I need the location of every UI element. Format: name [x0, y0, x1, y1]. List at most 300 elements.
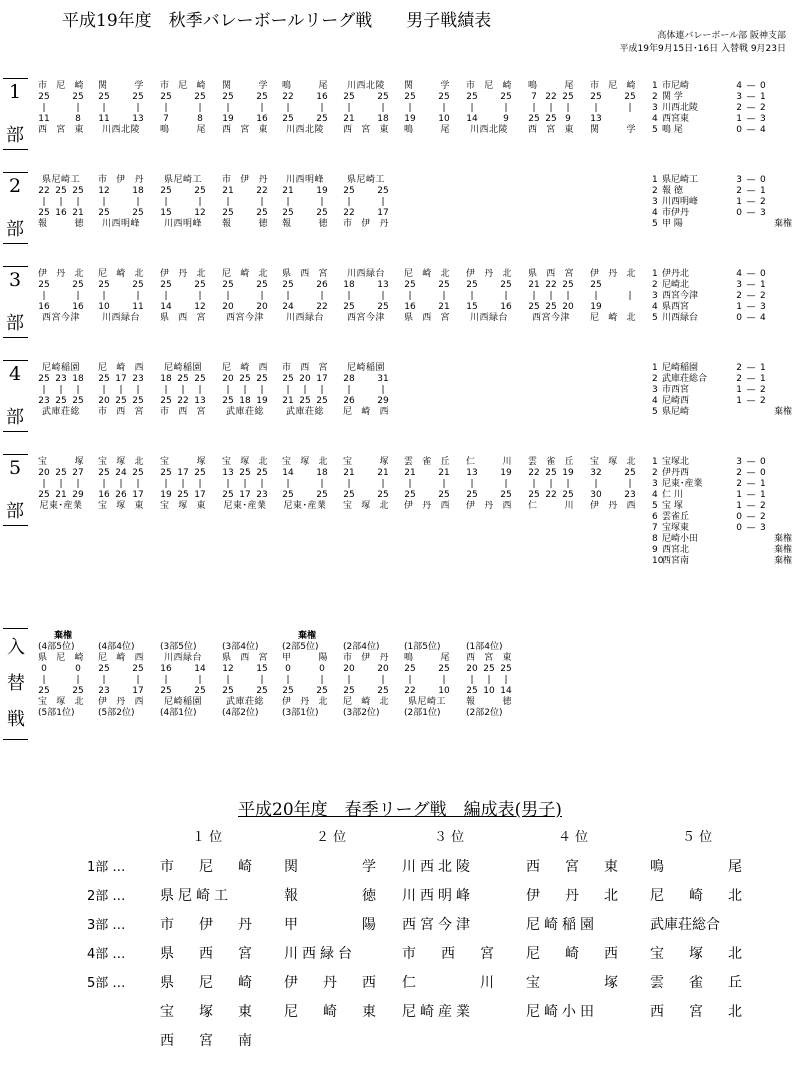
- standings-row: [652, 523, 770, 534]
- losses: 2: [760, 396, 766, 406]
- score: 22: [177, 396, 189, 406]
- score: 21: [343, 468, 355, 478]
- match-result: [98, 175, 144, 230]
- team-cell: [650, 1001, 742, 1021]
- separator-bar: |: [181, 479, 185, 489]
- score: 20: [38, 468, 50, 478]
- away-team-char: 尼: [343, 697, 353, 707]
- score: 25: [438, 280, 450, 290]
- home-team: [282, 653, 328, 664]
- home-team-char: 学: [440, 81, 450, 91]
- losses: 3: [760, 523, 766, 533]
- score: 21: [377, 468, 389, 478]
- home-team-char: 伊: [38, 269, 48, 279]
- home-scores: [282, 186, 328, 197]
- losses: 4: [760, 313, 766, 323]
- score: 25: [239, 468, 251, 478]
- score: 26: [343, 396, 355, 406]
- standings-row: [652, 81, 770, 92]
- away-team-char: 武庫荘総: [225, 697, 264, 707]
- match-result: [38, 457, 84, 512]
- match-result: [222, 175, 268, 230]
- team-name: 西宮今津: [662, 291, 699, 301]
- home-scores: [98, 664, 144, 675]
- away-scores: [343, 114, 389, 125]
- team-cell: [284, 1001, 376, 1021]
- away-team: [282, 697, 328, 708]
- dash: —: [746, 501, 756, 511]
- match-result: [222, 269, 268, 324]
- standings-list: [652, 175, 793, 230]
- home-team-char: 丹: [484, 269, 494, 279]
- losses: 4: [760, 125, 766, 135]
- away-team-char: 東: [379, 125, 389, 135]
- team-cell: 尼崎小田: [526, 1004, 598, 1020]
- away-team: [222, 125, 268, 136]
- score: 18: [377, 114, 389, 124]
- top-placement: (2部5位): [282, 642, 319, 652]
- separator-bar: |: [102, 479, 106, 489]
- team-cell: [526, 885, 618, 905]
- wins: 1: [736, 197, 742, 207]
- home-team-char: 市: [160, 81, 170, 91]
- home-team-char: 川西緑台: [346, 269, 385, 279]
- away-team: [282, 407, 328, 418]
- wins: 3: [736, 175, 742, 185]
- separator-bar: |: [243, 479, 247, 489]
- home-team-char: 川西北陵: [346, 81, 385, 91]
- team-cell: 武庫荘総合: [650, 917, 720, 933]
- home-team-char: 鳴: [528, 81, 538, 91]
- team-cell-part: 川: [480, 975, 494, 991]
- standing-rank: 5: [652, 407, 658, 417]
- home-team-char: 塚: [196, 457, 206, 467]
- away-scores: [404, 302, 450, 313]
- wins: 1: [736, 114, 742, 124]
- score: 25: [160, 186, 172, 196]
- home-team: [404, 457, 450, 468]
- set-separator: [528, 103, 574, 114]
- set-separator: [38, 197, 84, 208]
- dash: —: [746, 175, 756, 185]
- bottom-placement: (4部2位): [222, 708, 259, 718]
- score: 15: [466, 302, 478, 312]
- team-name: 尼崎稲園: [662, 363, 699, 373]
- set-separator: [222, 675, 268, 686]
- home-team-char: 関: [98, 81, 108, 91]
- set-separator: [404, 291, 450, 302]
- wins: 2: [736, 103, 742, 113]
- set-separator: [466, 291, 512, 302]
- score: 18: [72, 374, 84, 384]
- match-result: [38, 363, 84, 418]
- team-cell-part: 西: [199, 946, 213, 962]
- away-scores: [38, 686, 84, 697]
- team-cell-part: 丹: [238, 917, 252, 933]
- home-team-char: 市: [282, 363, 292, 373]
- separator-bar: |: [198, 479, 202, 489]
- score: 25: [222, 490, 234, 500]
- home-team: [343, 363, 389, 374]
- standing-rank: 3: [652, 479, 658, 489]
- home-team-char: 市: [222, 175, 232, 185]
- home-team-char: 川西緑台: [163, 653, 202, 663]
- home-team-char: 鳴: [404, 653, 414, 663]
- away-scores: [160, 396, 206, 407]
- away-team: [466, 313, 512, 324]
- separator-bar: |: [198, 197, 202, 207]
- team-cell-part: 伊: [199, 917, 213, 933]
- set-separator: [160, 197, 206, 208]
- wins: 3: [736, 92, 742, 102]
- away-scores: [38, 302, 84, 313]
- set-separator: [343, 103, 389, 114]
- separator-bar: |: [243, 385, 247, 395]
- team-cell-part: 崎: [238, 975, 252, 991]
- score: 25: [377, 686, 389, 696]
- score: 25: [194, 468, 206, 478]
- standing-rank: 3: [652, 291, 658, 301]
- score: 16: [38, 302, 50, 312]
- home-team-char: 川西明峰: [285, 175, 324, 185]
- score: 25: [256, 280, 268, 290]
- entry-match: [343, 631, 393, 719]
- away-team-char: 宮: [546, 125, 556, 135]
- score: 22: [316, 302, 328, 312]
- set-separator: [404, 479, 450, 490]
- away-scores: [343, 396, 389, 407]
- home-scores: [404, 468, 450, 479]
- separator-bar: |: [381, 103, 385, 113]
- score: 25: [256, 686, 268, 696]
- set-separator: [98, 675, 144, 686]
- home-team-char: 川: [502, 457, 512, 467]
- standing-rank: 4: [652, 490, 658, 500]
- team-cell: [402, 943, 494, 963]
- home-team: [590, 269, 636, 280]
- wins: 0: [736, 512, 742, 522]
- score: 25: [256, 92, 268, 102]
- standing-rank: 9: [652, 545, 658, 555]
- away-team-char: 塚: [361, 501, 371, 511]
- team-name: 川西緑台: [662, 313, 699, 323]
- home-team: [343, 457, 389, 468]
- division-suffix: 部: [6, 313, 24, 334]
- away-team-char: 徳: [258, 219, 268, 229]
- separator-bar: |: [226, 675, 230, 685]
- home-scores: [38, 374, 84, 385]
- home-team-char: 塚: [240, 457, 250, 467]
- team-cell: 尼崎稲園: [526, 917, 598, 933]
- away-team-char: 関: [590, 125, 600, 135]
- top-placement: (1部5位): [404, 642, 441, 652]
- team-cell: 川西緑台: [284, 946, 356, 962]
- set-separator: [590, 291, 636, 302]
- score: 19: [316, 186, 328, 196]
- home-team-char: 塚: [116, 457, 126, 467]
- wins: 1: [736, 302, 742, 312]
- home-team-char: 尾: [318, 81, 328, 91]
- away-team: [160, 697, 206, 708]
- set-separator: [282, 291, 328, 302]
- team-cell-part: 宮: [689, 1004, 703, 1020]
- team-cell: [160, 1001, 252, 1021]
- home-team-char: 丹: [608, 269, 618, 279]
- away-scores: [38, 396, 84, 407]
- team-cell-part: 丘: [728, 975, 742, 991]
- separator-bar: |: [164, 385, 168, 395]
- home-team-char: 市: [466, 81, 476, 91]
- rank-header: ５ 位: [682, 830, 713, 845]
- forfeit-note: 棄権: [774, 219, 793, 229]
- home-team-char: 宝: [222, 457, 232, 467]
- away-team-char: 丹: [422, 501, 432, 511]
- division-number: 4: [9, 363, 22, 385]
- wins: 2: [736, 291, 742, 301]
- home-team-char: 宝: [38, 457, 48, 467]
- away-team-char: 宮: [440, 313, 450, 323]
- home-scores: [404, 280, 450, 291]
- home-team: [222, 363, 268, 374]
- team-cell: [160, 914, 252, 934]
- wins: 2: [736, 186, 742, 196]
- team-cell-part: 尼: [199, 859, 213, 875]
- score: 25: [222, 92, 234, 102]
- away-team-char: 東: [74, 125, 84, 135]
- team-name: 尼東･産業: [662, 479, 703, 489]
- home-team: [160, 363, 206, 374]
- match-result: [160, 457, 206, 512]
- score: 14: [282, 468, 294, 478]
- set-separator: [466, 479, 512, 490]
- away-team: [98, 407, 144, 418]
- separator-bar: |: [594, 479, 598, 489]
- standing-rank: 7: [652, 523, 658, 533]
- separator-bar: |: [198, 675, 202, 685]
- home-team: [343, 175, 389, 186]
- score: 0: [41, 664, 47, 674]
- home-team-char: 西: [240, 653, 250, 663]
- home-team-char: 伊: [590, 269, 600, 279]
- away-team: [38, 501, 84, 512]
- team-name: 鳴 尾: [662, 125, 683, 135]
- score: 25: [72, 396, 84, 406]
- away-scores: [222, 208, 268, 219]
- losses: 0: [760, 81, 766, 91]
- home-team: [38, 457, 84, 468]
- team-cell-part: 宝: [160, 1004, 174, 1020]
- dash: —: [746, 385, 756, 395]
- home-scores: [160, 280, 206, 291]
- match-result: [282, 175, 328, 230]
- standings-row: [652, 291, 770, 302]
- away-team-char: 川西北陵: [469, 125, 508, 135]
- forfeit-note: 棄権: [297, 631, 316, 641]
- team-cell-part: 宮: [238, 946, 252, 962]
- team-name: 市尼崎: [662, 81, 690, 91]
- home-scores: [590, 280, 636, 291]
- score: 20: [562, 302, 574, 312]
- score: 11: [132, 302, 144, 312]
- home-team-char: 北: [134, 269, 144, 279]
- team-cell-part: 伊: [526, 888, 540, 904]
- separator-bar: |: [320, 479, 324, 489]
- forfeit-note: [404, 631, 454, 642]
- match-result: [98, 269, 144, 324]
- set-separator: [222, 197, 268, 208]
- separator-bar: |: [286, 291, 290, 301]
- team-cell-part: 関: [284, 859, 298, 875]
- home-scores: [404, 92, 450, 103]
- separator-bar: |: [408, 291, 412, 301]
- home-team-char: 北: [258, 457, 268, 467]
- home-scores: [222, 186, 268, 197]
- separator-bar: |: [164, 291, 168, 301]
- home-team-char: 尾: [564, 81, 574, 91]
- separator-bar: |: [549, 291, 553, 301]
- team-cell-part: 尼: [199, 975, 213, 991]
- division-suffix: 部: [6, 125, 24, 146]
- away-team-char: 宮: [56, 125, 66, 135]
- score: 25: [500, 280, 512, 290]
- separator-bar: |: [42, 197, 46, 207]
- home-team: [590, 81, 636, 92]
- entry-match: [222, 631, 272, 719]
- standing-rank: 10: [652, 556, 664, 566]
- team-name: 武庫荘総合: [662, 374, 708, 384]
- score: 25: [256, 374, 268, 384]
- bottom-placement: (5部1位): [38, 708, 75, 718]
- home-team-char: 東: [502, 653, 512, 663]
- home-team-char: 尼: [404, 269, 414, 279]
- home-team-char: 市: [590, 81, 600, 91]
- separator-bar: |: [102, 103, 106, 113]
- losses: 1: [760, 490, 766, 500]
- home-scores: [222, 92, 268, 103]
- score: 8: [197, 114, 203, 124]
- score: 25: [404, 92, 416, 102]
- score: 25: [132, 664, 144, 674]
- away-team: [343, 697, 389, 708]
- home-team-char: 尼: [56, 653, 66, 663]
- division-label: [3, 172, 28, 244]
- score: 29: [377, 396, 389, 406]
- home-team-char: 崎: [196, 81, 206, 91]
- home-team: [222, 269, 268, 280]
- wins: 0: [736, 313, 742, 323]
- team-cell: 県尼崎工: [160, 888, 232, 904]
- set-separator: [160, 675, 206, 686]
- home-scores: [343, 468, 389, 479]
- match-result: [343, 175, 389, 230]
- team-name: 市西宮: [662, 385, 690, 395]
- separator-bar: |: [136, 385, 140, 395]
- top-placement: (1部4位): [466, 642, 503, 652]
- separator-bar: |: [566, 103, 570, 113]
- home-team-char: 伊: [116, 175, 126, 185]
- home-team-char: 丘: [564, 457, 574, 467]
- separator-bar: |: [408, 479, 412, 489]
- entry-char: 戦: [7, 709, 25, 730]
- score: 16: [98, 490, 110, 500]
- away-team: [222, 407, 268, 418]
- home-team-char: 伊: [361, 653, 371, 663]
- separator-bar: |: [408, 103, 412, 113]
- bottom-placement: (2部1位): [404, 708, 441, 718]
- home-scores: [222, 374, 268, 385]
- home-team-char: 北: [134, 457, 144, 467]
- score: 25: [624, 468, 636, 478]
- away-team-char: 西宮今津: [346, 313, 385, 323]
- top-placement: (2部4位): [343, 642, 380, 652]
- away-team-char: 川西北陵: [285, 125, 324, 135]
- separator-bar: |: [119, 385, 123, 395]
- home-team: [98, 175, 144, 186]
- home-scores: [38, 92, 84, 103]
- home-team: [160, 653, 206, 664]
- standing-rank: 4: [652, 302, 658, 312]
- away-team: [282, 501, 328, 512]
- home-team-char: 北: [502, 269, 512, 279]
- separator-bar: |: [260, 291, 264, 301]
- away-team-char: 丹: [300, 697, 310, 707]
- away-team-char: 丹: [608, 501, 618, 511]
- home-scores: [38, 664, 84, 675]
- home-scores: [282, 280, 328, 291]
- away-scores: [404, 114, 450, 125]
- score: 25: [438, 92, 450, 102]
- score: 25: [528, 302, 540, 312]
- away-team-char: 西: [222, 125, 232, 135]
- away-team: [282, 313, 328, 324]
- home-team-char: 県: [528, 269, 538, 279]
- home-team-char: 北: [626, 457, 636, 467]
- home-team-char: 尼: [56, 81, 66, 91]
- score: 25: [282, 114, 294, 124]
- separator-bar: |: [381, 291, 385, 301]
- dash: —: [746, 269, 756, 279]
- away-scores: [466, 114, 512, 125]
- away-team: [98, 501, 144, 512]
- team-cell: [526, 972, 618, 992]
- wins: 2: [736, 363, 742, 373]
- away-team: [590, 501, 636, 512]
- away-team-char: 尼: [343, 407, 353, 417]
- score: 25: [160, 396, 172, 406]
- score: 17: [115, 374, 127, 384]
- separator-bar: |: [286, 103, 290, 113]
- away-team-char: 市: [98, 407, 108, 417]
- team-name: 尼崎北: [662, 280, 690, 290]
- home-team-char: 尼: [222, 363, 232, 373]
- score: 25: [404, 280, 416, 290]
- score: 23: [624, 490, 636, 500]
- score: 21: [222, 186, 234, 196]
- away-team: [404, 501, 450, 512]
- score: 25: [624, 92, 636, 102]
- home-team-char: 宮: [258, 653, 268, 663]
- wins: 4: [736, 81, 742, 91]
- match-result: [590, 81, 636, 136]
- team-cell: 川西北陵: [402, 859, 474, 875]
- score: 25: [194, 280, 206, 290]
- dash: —: [746, 479, 756, 489]
- score: 24: [115, 468, 127, 478]
- score: 25: [466, 490, 478, 500]
- score: 25: [500, 664, 512, 674]
- score: 25: [545, 114, 557, 124]
- forfeit-note: 棄権: [774, 556, 793, 566]
